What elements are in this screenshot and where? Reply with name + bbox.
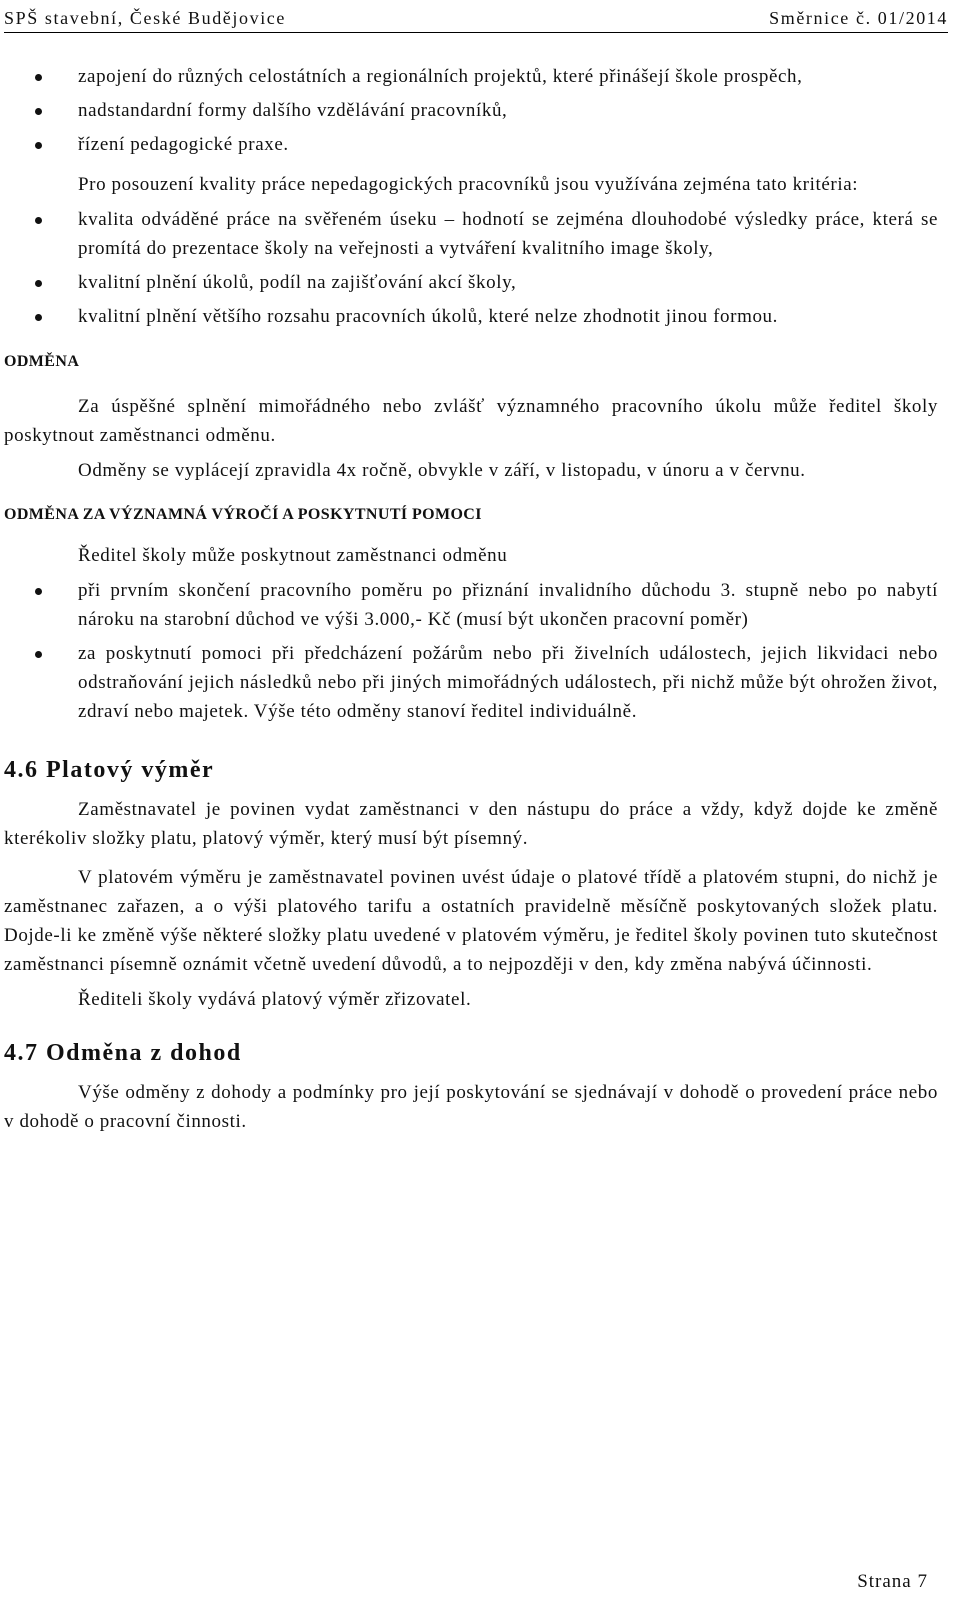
page-number: Strana 7 xyxy=(857,1571,928,1592)
list-item: kvalitní plnění většího rozsahu pracovních úkolů, které nelze zhodnotit jinou formou. xyxy=(4,302,938,331)
sec46-paragraph-1: Zaměstnavatel je povinen vydat zaměstnanci v den nástupu do práce a vždy, když dojde ke změně kterékoliv složky platu, platový výměr, který musí být písemný. xyxy=(4,799,938,849)
list-item: kvalita odváděné práce na svěřeném úseku – hodnotí se zejména dlouhodobé výsledky práce, která se promítá do prezentace školy na veřejnosti a vytváření kvalitního image školy, xyxy=(4,205,938,263)
odmena-paragraph-1: Za úspěšné splnění mimořádného nebo zvlášť významného pracovního úkolu může ředitel školy poskytnout zaměstnanci odměnu. xyxy=(4,396,938,446)
nonped-criteria-list xyxy=(4,205,938,331)
page-header xyxy=(4,4,948,33)
header-school: SPŠ stavební, České Budějovice xyxy=(4,7,286,28)
nonped-intro: Pro posouzení kvality práce nepedagogických pracovníků jsou využívána zejména tato kritéria: xyxy=(78,174,859,195)
sec46-paragraph-2: V platovém výměru je zaměstnavatel povinen uvést údaje o platové třídě a platovém stupni, do nichž je zaměstnanec zařazen, a o výši platového tarifu a ostatních pravidelně měsíčně poskytovaných složek platu. Dojde-li ke změně výše některé složky platu uvedené v platovém výměru, je ředitel školy povinen tuto skutečnost zaměstnanci písemně oznámit včetně uvedení důvodů, a to nejpozději v den, kdy změna nabývá účinnosti. xyxy=(4,867,938,975)
list-item: kvalitní plnění úkolů, podíl na zajišťování akcí školy, xyxy=(4,268,938,297)
header-directive: Směrnice č. 01/2014 xyxy=(769,7,948,28)
odmena-vyroci-list xyxy=(4,576,938,726)
list-item: za poskytnutí pomoci při předcházení požárům nebo při živelních událostech, jejich likvidaci nebo odstraňování jejich následků nebo při jiných mimořádných událostech, při nichž může být ohrožen život, zdraví nebo majetek. Výše této odměny stanoví ředitel individuálně. xyxy=(4,639,938,726)
odmena-heading: ODMĚNA xyxy=(4,353,80,370)
list-item: zapojení do různých celostátních a regionálních projektů, které přinášejí škole prospěch, xyxy=(4,62,938,91)
section-4-6-heading: 4.6 Platový výměr xyxy=(4,757,215,783)
list-item: řízení pedagogické praxe. xyxy=(4,130,938,159)
sec47-paragraph-1: Výše odměny z dohody a podmínky pro její poskytování se sjednávají v dohodě o provedení práce nebo v dohodě o pracovní činnosti. xyxy=(4,1082,938,1132)
odmena-vyroci-heading: ODMĚNA ZA VÝZNAMNÁ VÝROČÍ A POSKYTNUTÍ POMOCI xyxy=(4,506,482,523)
document-body xyxy=(4,62,938,1136)
sec46-paragraph-3: Řediteli školy vydává platový výměr zřizovatel. xyxy=(78,989,472,1010)
odmena-vyroci-intro: Ředitel školy může poskytnout zaměstnanci odměnu xyxy=(78,545,508,566)
list-item: nadstandardní formy dalšího vzdělávání pracovníků, xyxy=(4,96,938,125)
list-item: při prvním skončení pracovního poměru po přiznání invalidního důchodu 3. stupně nebo po nabytí nároku na starobní důchod ve výši 3.000,- Kč (musí být ukončen pracovní poměr) xyxy=(4,576,938,634)
odmena-paragraph-2: Odměny se vyplácejí zpravidla 4x ročně, obvykle v září, v listopadu, v únoru a v červnu. xyxy=(78,460,806,481)
section-4-7-heading: 4.7 Odměna z dohod xyxy=(4,1040,242,1066)
intro-list xyxy=(4,62,938,159)
